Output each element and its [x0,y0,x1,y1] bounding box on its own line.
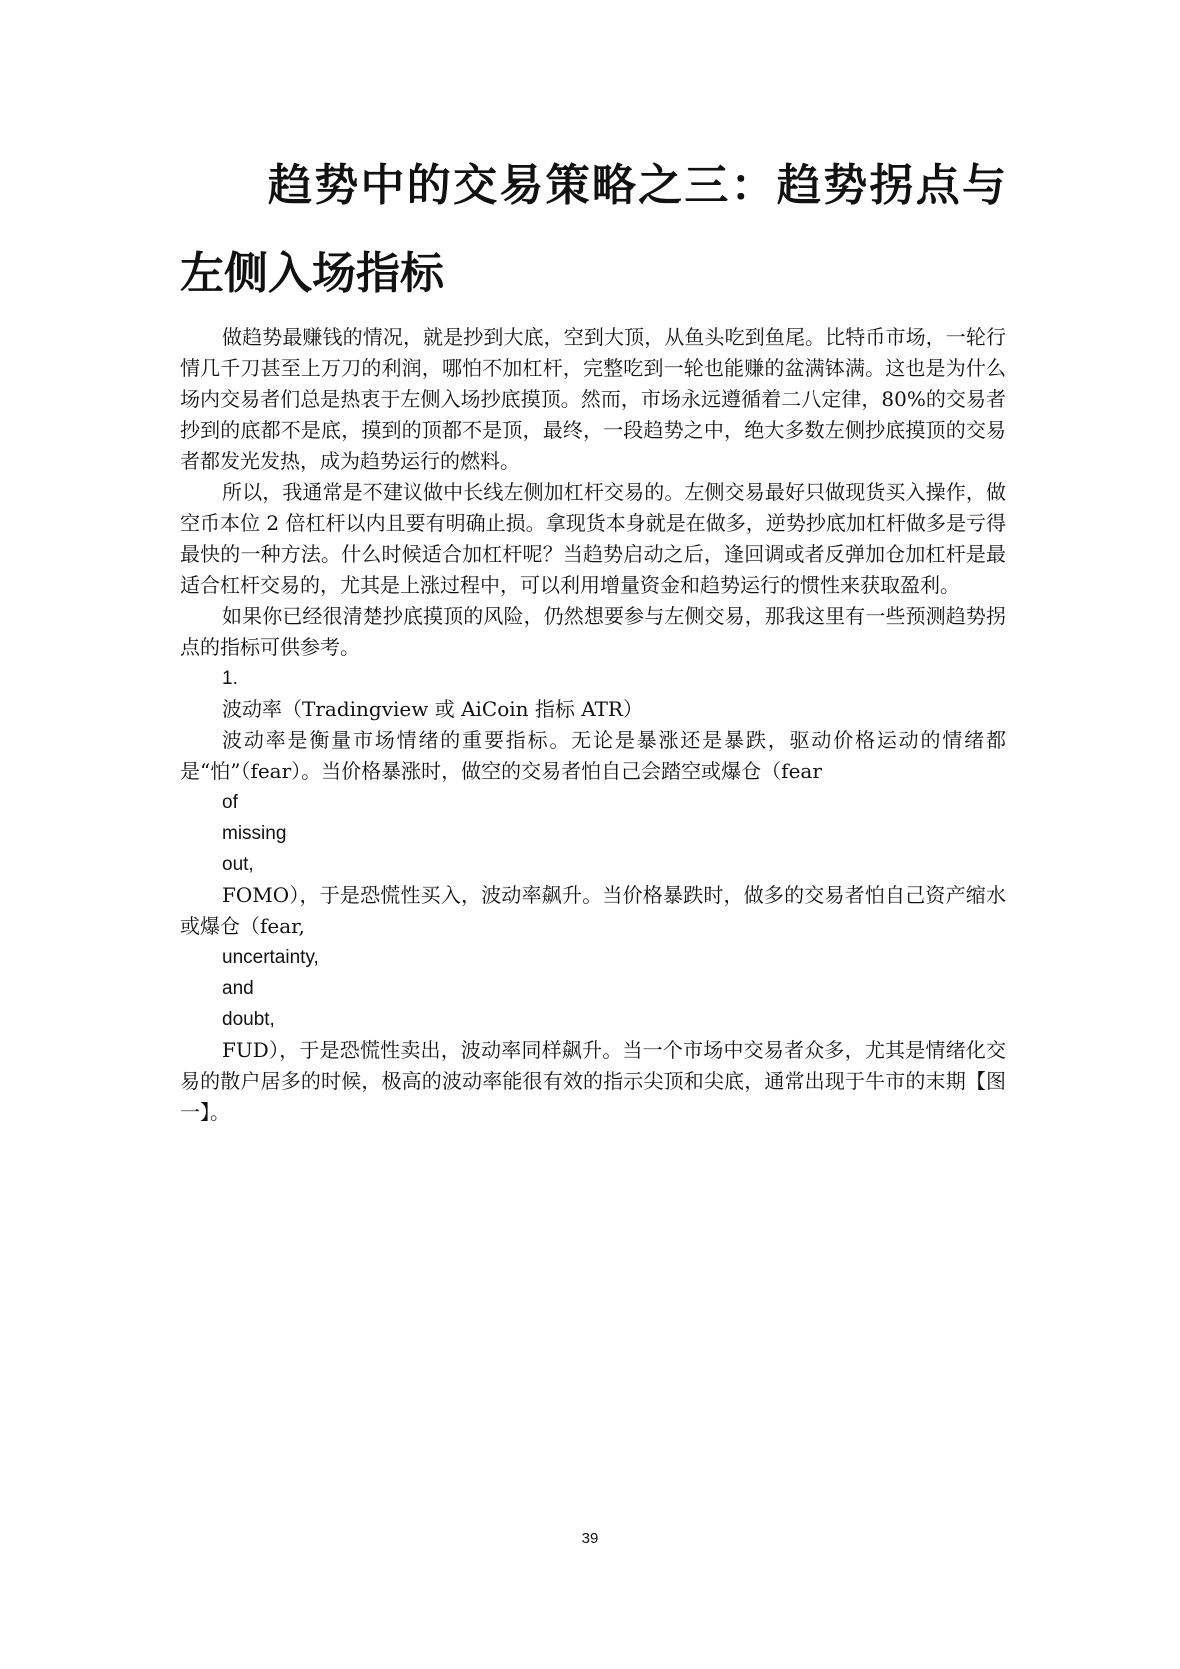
text-fragment: of [222,792,238,813]
text-fragment: uncertainty, [222,947,319,968]
list-item-heading: 波动率（Tradingview 或 AiCoin 指标 ATR） [222,697,643,721]
text-fragment: and [222,978,254,999]
text-fragment: missing [222,823,287,844]
list-item-number: 1. [222,668,238,689]
paragraph-leverage-advice: 所以，我通常是不建议做中长线左侧加杠杆交易的。左侧交易最好只做现货买入操作，做空币本位 2 倍杠杆以内且要有明确止损。拿现货本身就是在做多，逆势抄底加杠杆做多是亏得最快的一种方法。什么时候适合加杠杆呢？当趋势启动之后，逢回调或者反弹加仓加杠杆是最适合杠杆交易的，尤其是上涨过程中，可以利用增量资金和趋势运行的惯性来获取盈利。 [180,480,1006,597]
paragraph-volatility-3: FUD），于是恐慌性卖出，波动率同样飙升。当一个市场中交易者众多，尤其是情绪化交易的散户居多的时候，极高的波动率能很有效的指示尖顶和尖底，通常出现于牛市的末期【图一】。 [180,1038,1006,1124]
page-title: 趋势中的交易策略之三：趋势拐点与左侧入场指标 [180,160,1006,299]
document-page [180,0,1006,1669]
text-fragment: doubt, [222,1009,275,1030]
paragraph-indicators-intro: 如果你已经很清楚抄底摸顶的风险，仍然想要参与左侧交易，那我这里有一些预测趋势拐点的指标可供参考。 [180,604,1006,659]
page-number: 39 [581,1530,599,1547]
text-fragment: out, [222,854,254,875]
document-body [180,322,1006,1128]
paragraph-volatility-2: FOMO），于是恐慌性买入，波动率飙升。当价格暴跌时，做多的交易者怕自己资产缩水或爆仓（fear, [180,883,1006,938]
paragraph-volatility-1: 波动率是衡量市场情绪的重要指标。无论是暴涨还是暴跌，驱动价格运动的情绪都是“怕”（fear）。当价格暴涨时，做空的交易者怕自己会踏空或爆仓（fear [180,728,1006,783]
paragraph-trend-profit: 做趋势最赚钱的情况，就是抄到大底，空到大顶，从鱼头吃到鱼尾。比特币市场，一轮行情几千刀甚至上万刀的利润，哪怕不加杠杆，完整吃到一轮也能赚的盆满钵满。这也是为什么场内交易者们总是热衷于左侧入场抄底摸顶。然而，市场永远遵循着二八定律，80%的交易者抄到的底都不是底，摸到的顶都不是顶，最终，一段趋势之中，绝大多数左侧抄底摸顶的交易者都发光发热，成为趋势运行的燃料。 [180,325,1006,473]
